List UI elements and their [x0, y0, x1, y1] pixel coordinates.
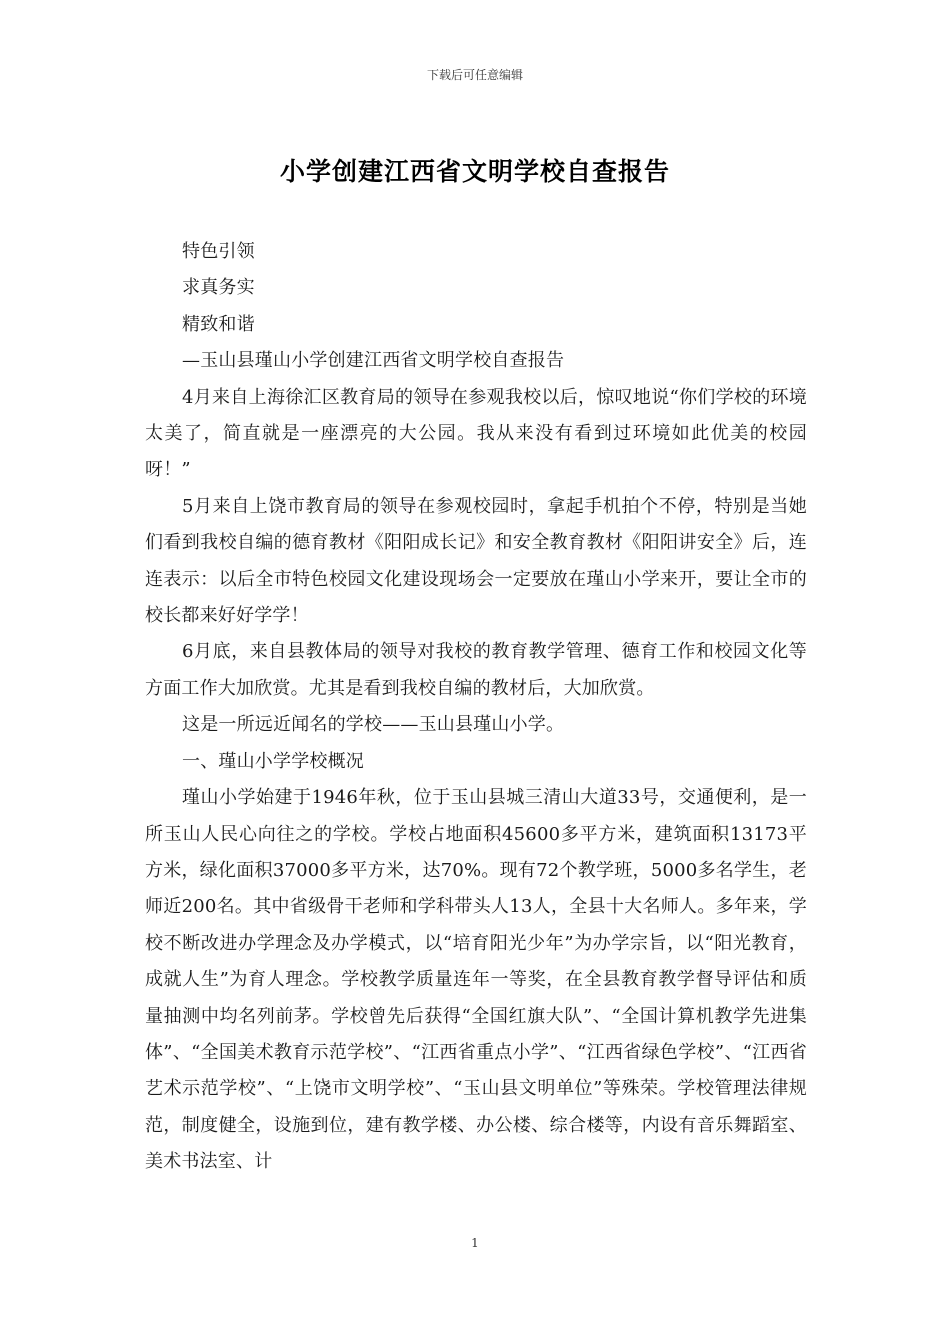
body-paragraph: 瑾山小学始建于1946年秋，位于玉山县城三清山大道33号，交通便利，是一所玉山人民心向往之的学校。学校占地面积45600多平方米，建筑面积13173平方米，绿化面积37000多平方米，达70%。现有72个教学班，5000多名学生，老师近200名。其中省级骨干老师和学科带头人13人，全县十大名师人。多年来，学校不断改进办学理念及办学模式，以“培育阳光少年”为办学宗旨，以“阳光教育，成就人生”为育人理念。学校教学质量连年一等奖，在全县教育教学督导评估和质量抽测中均名列前茅。学校曾先后获得“全国红旗大队”、“全国计算机教学先进集体”、“全国美术教育示范学校”、“江西省重点小学”、“江西省绿色学校”、“江西省艺术示范学校”、“上饶市文明学校”、“玉山县文明单位”等殊荣。学校管理法律规范，制度健全，设施到位，建有教学楼、办公楼、综合楼等，内设有音乐舞蹈室、美术书法室、计 — [145, 787, 807, 1173]
body-paragraph: 精致和谐 — [182, 313, 255, 335]
section-heading: 一、瑾山小学学校概况 — [182, 750, 364, 772]
body-paragraph: 4月来自上海徐汇区教育局的领导在参观我校以后，惊叹地说“你们学校的环境太美了，简直就是一座漂亮的大公园。我从来没有看到过环境如此优美的校园呀！” — [145, 386, 807, 481]
body-paragraph: 5月来自上饶市教育局的领导在参观校园时，拿起手机拍个不停，特别是当她们看到我校自编的德育教材《阳阳成长记》和安全教育教材《阳阳讲安全》后，连连表示：以后全市特色校园文化建设现场会一定要放在瑾山小学来开，要让全市的校长都来好好学学！ — [145, 495, 807, 627]
page-header-note: 下载后可任意编辑 — [426, 68, 523, 82]
body-paragraph: —玉山县瑾山小学创建江西省文明学校自查报告 — [182, 350, 565, 372]
page-number: 1 — [471, 1236, 479, 1250]
document-body — [145, 234, 807, 1181]
body-paragraph: 特色引领 — [182, 241, 255, 262]
body-paragraph: 求真务实 — [182, 277, 255, 299]
document-title: 小学创建江西省文明学校自查报告 — [279, 157, 670, 186]
body-paragraph: 这是一所远近闻名的学校——玉山县瑾山小学。 — [182, 714, 565, 736]
body-paragraph: 6月底，来自县教体局的领导对我校的教育教学管理、德育工作和校园文化等方面工作大加欣赏。尤其是看到我校自编的教材后，大加欣赏。 — [145, 641, 807, 699]
